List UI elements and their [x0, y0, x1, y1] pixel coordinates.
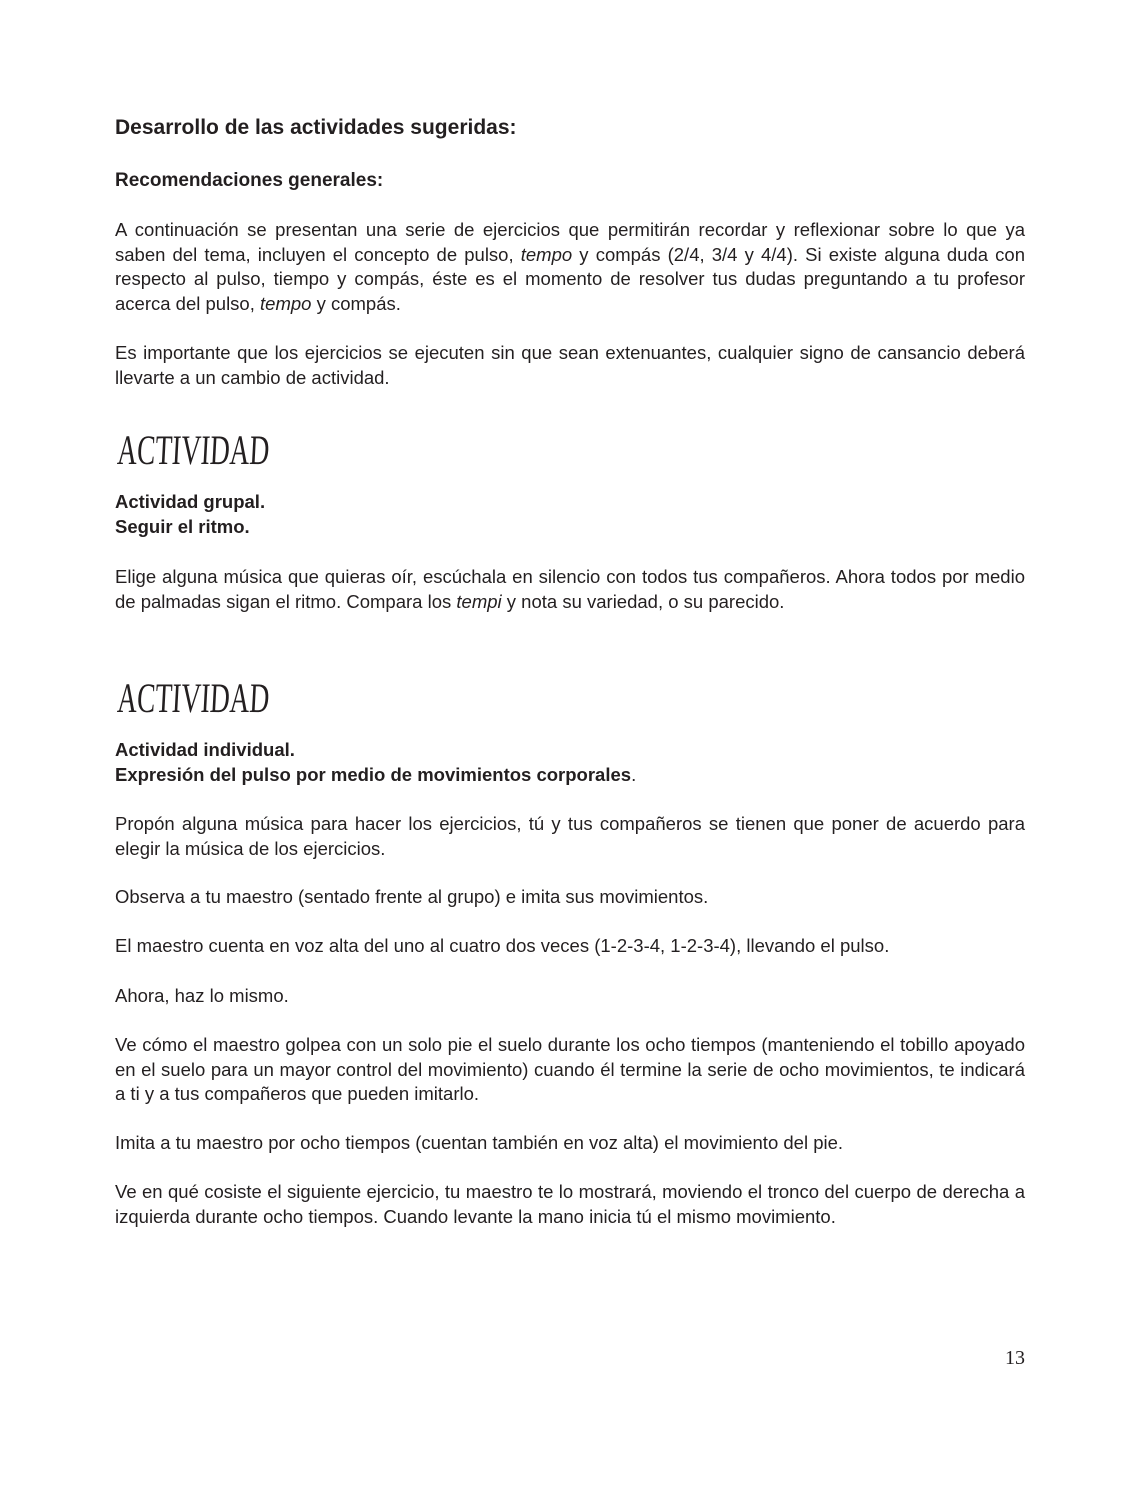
text-run: A continuación se presentan una serie de ejercicios que permitirán recordar y reflexionar sobre lo que ya saben del tema, incluyen el concepto de pulso, [115, 219, 1025, 265]
activity2-paragraph: El maestro cuenta en voz alta del uno al cuatro dos veces (1-2-3-4, 1-2-3-4), llevando el pulso. [115, 935, 890, 956]
activity1-name: Seguir el ritmo. [115, 515, 250, 537]
text-run: y compás. [311, 292, 401, 314]
activity2-paragraph: Observa a tu maestro (sentado frente al grupo) e imita sus movimientos. [115, 886, 709, 907]
intro-paragraph-1 [115, 218, 1025, 316]
subsection-heading: Recomendaciones generales: [115, 170, 384, 191]
actividad-logo [116, 668, 352, 724]
activity1-paragraph [115, 565, 1025, 614]
actividad-logo-text: ACTIVIDAD [116, 428, 352, 474]
text-run: y nota su variedad, o su parecido. [501, 590, 785, 612]
activity2-type: Actividad individual. [115, 739, 295, 760]
intro-paragraph-2: Es importante que los ejercicios se ejecuten sin que sean extenuantes, cualquier signo de cansancio deberá llevarte a un cambio de actividad. [115, 342, 1025, 388]
activity2-paragraph: Propón alguna música para hacer los ejercicios, tú y tus compañeros se tienen que poner de acuerdo para elegir la música de los ejercicios. [115, 813, 1025, 859]
activity1-titles [115, 490, 265, 539]
text-run: y compás (2/4, 3/4 y 4/4). Si existe alguna duda con respecto al pulso, tiempo y compás, éste es el momento de resolver tus dudas preguntando a tu profesor acerca del pulso, [115, 243, 1025, 314]
activity2-paragraph: Ahora, haz lo mismo. [115, 985, 289, 1006]
actividad-logo [116, 420, 352, 476]
document-page [115, 0, 1025, 1490]
italic-term: tempi [456, 590, 502, 612]
activity2-paragraph: Imita a tu maestro por ocho tiempos (cuentan también en voz alta) el movimiento del pie. [115, 1132, 844, 1153]
activity2-name-period: . [631, 763, 637, 785]
section-heading: Desarrollo de las actividades sugeridas: [115, 116, 517, 139]
page-number: 13 [1005, 1347, 1025, 1369]
activity2-paragraph: Ve en qué cosiste el siguiente ejercicio, tu maestro te lo mostrará, moviendo el tronco del cuerpo de derecha a izquierda durante ocho tiempos. Cuando levante la mano inicia tú el mismo movimiento. [115, 1181, 1025, 1227]
activity2-name-text: Expresión del pulso por medio de movimientos corporales [115, 763, 632, 785]
activity2-titles [115, 738, 636, 787]
italic-term: tempo [260, 292, 312, 314]
activity2-name [115, 763, 636, 788]
text-run: Elige alguna música que quieras oír, escúchala en silencio con todos tus compañeros. Ahora todos por medio de palmadas sigan el ritmo. Compara los [115, 566, 1025, 612]
activity2-paragraph: Ve cómo el maestro golpea con un solo pie el suelo durante los ocho tiempos (manteniendo el tobillo apoyado en el suelo para un mayor control del movimiento) cuando él termine la serie de ocho movimientos, te indicará a ti y a tus compañeros que pueden imitarlo. [115, 1034, 1025, 1105]
activity1-type: Actividad grupal. [115, 491, 266, 512]
actividad-logo-text: ACTIVIDAD [116, 676, 352, 722]
italic-term: tempo [520, 243, 573, 265]
